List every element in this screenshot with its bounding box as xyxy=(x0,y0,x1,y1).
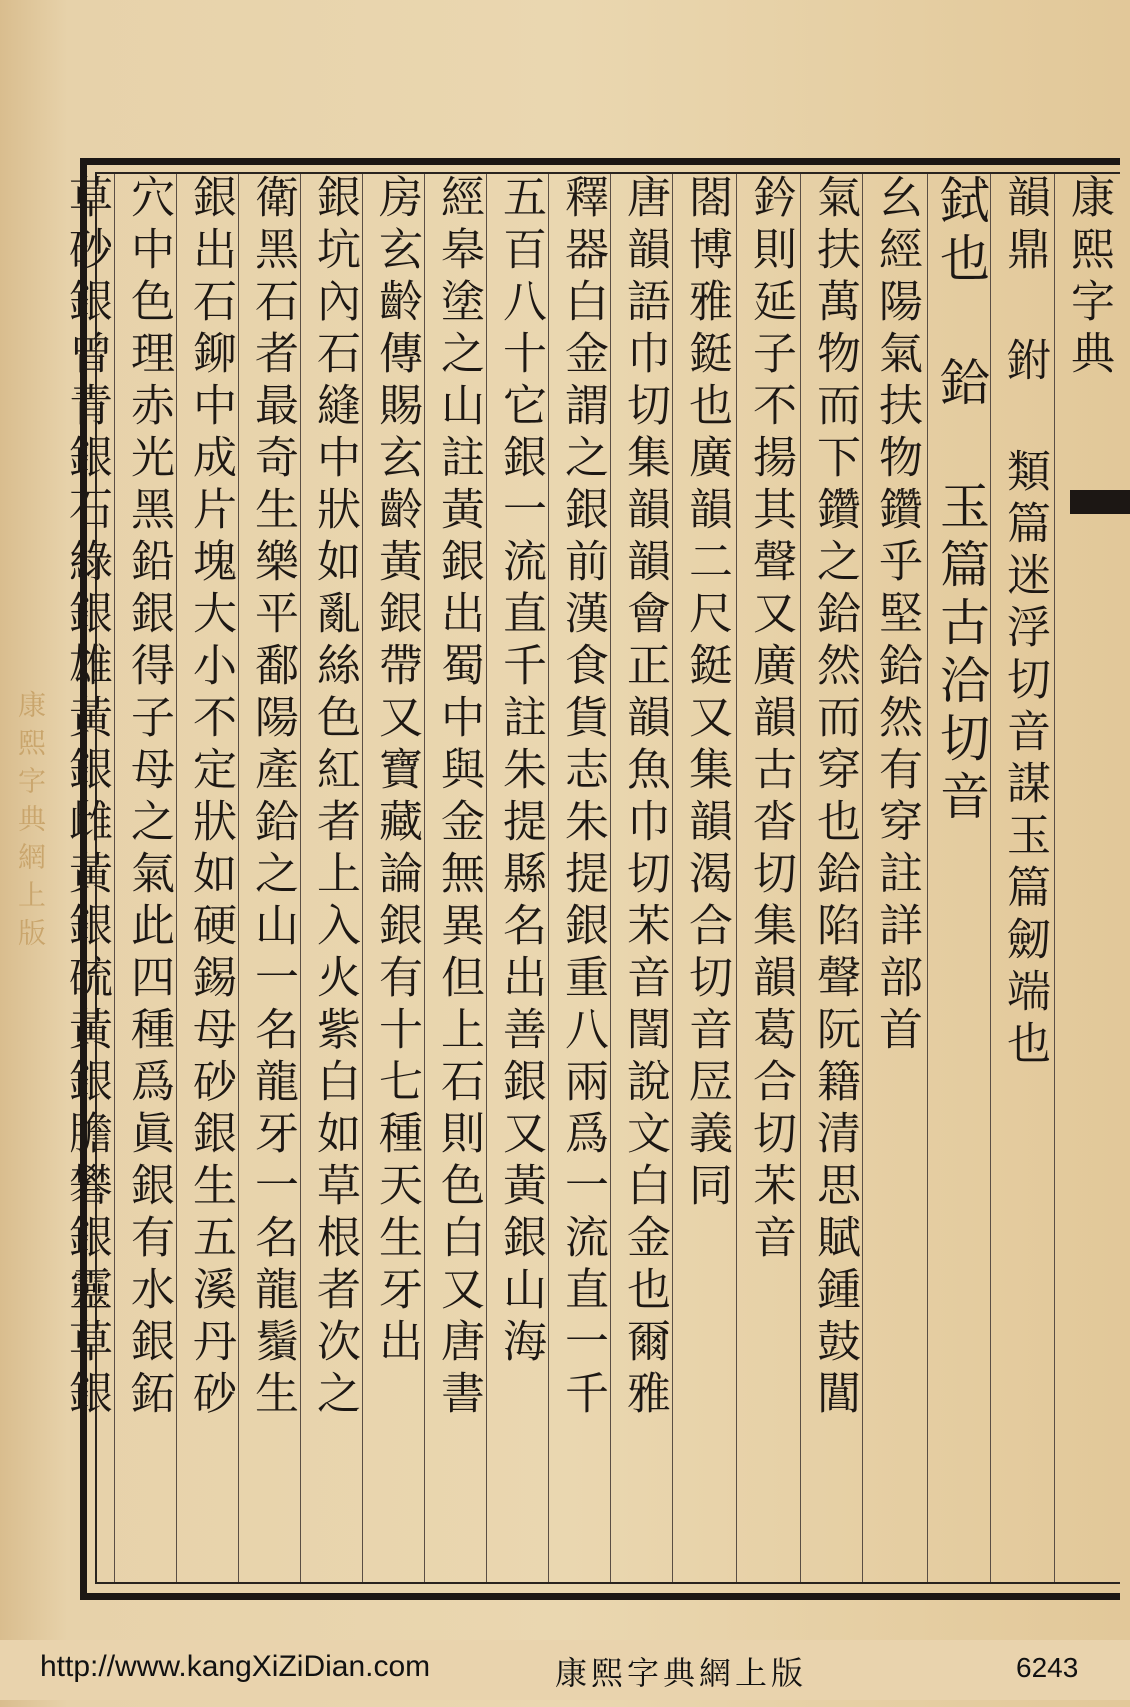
column-rule xyxy=(990,174,991,1582)
column-10: 五百八十它銀一流直千註朱提縣名出善銀又黃銀山海 xyxy=(495,174,546,1370)
column-13: 銀坑內石縫中狀如亂絲色紅者上入火紫白如草根者次之 xyxy=(309,174,360,1422)
column-rule xyxy=(862,174,863,1582)
footer-url-link[interactable]: http://www.kangXiZiDian.com xyxy=(40,1650,431,1683)
column-9: 釋器白金謂之銀前漢食貨志朱提銀重八兩爲一流直一千 xyxy=(557,174,608,1422)
column-rule xyxy=(424,174,425,1582)
side-watermark: 康熙字典網上版 xyxy=(14,690,47,956)
column-rule xyxy=(300,174,301,1582)
column-rule xyxy=(672,174,673,1582)
column-rule xyxy=(362,174,363,1582)
column-rule xyxy=(114,174,115,1582)
column-11: 經皋塗之山註黃銀出蜀中與金無異但上石則色白又唐書 xyxy=(433,174,484,1422)
column-rule xyxy=(1054,174,1055,1582)
column-rule xyxy=(927,174,928,1582)
column-16: 穴中色理赤光黑鉛銀得子母之氣此四種爲眞銀有水銀鉐 xyxy=(123,174,174,1422)
column-4: 幺經陽氣扶物鑽乎堅鉿然有穿註詳部首 xyxy=(871,174,922,1058)
column-17: 草砂銀曾青銀石綠銀雄黃銀雌黃銀硫黃銀膽礬銀靈草銀 xyxy=(61,174,112,1422)
column-rule xyxy=(548,174,549,1582)
column-1: 康熙字典 xyxy=(1063,174,1114,382)
column-rule xyxy=(610,174,611,1582)
column-6: 鈐則延子不揚其聲又廣韻古沓切集韻葛合切㭉音 xyxy=(745,174,796,1266)
column-7: 閤博雅鋌也廣韻二尺鋌又集韻渴合切音㞐義同 xyxy=(681,174,732,1214)
column-3: 鉽也 鉿 玉篇古洽切音 xyxy=(932,174,990,828)
column-8: 唐韻語巾切集韻韻會正韻魚巾切㭉音誾說文白金也爾雅 xyxy=(619,174,670,1422)
column-14: 衛黑石者最奇生樂平鄱陽產鉿之山一名龍牙一名龍鬚生 xyxy=(247,174,298,1422)
column-12: 房玄齡傳賜玄齡黃銀帶又寶藏論銀有十七種天生牙出 xyxy=(371,174,422,1370)
column-rule xyxy=(486,174,487,1582)
column-rule xyxy=(800,174,801,1582)
column-rule xyxy=(238,174,239,1582)
page-number: 6243 xyxy=(1016,1652,1079,1683)
column-rule xyxy=(736,174,737,1582)
column-rule xyxy=(176,174,177,1582)
column-5: 氣扶萬物而下鑽之鉿然而穿也鉿陷聲阮籍清思賦鍾鼓閶 xyxy=(809,174,860,1422)
footer-title: 康熙字典網上版 xyxy=(555,1654,808,1692)
column-15: 銀出石鉚中成片塊大小不定狀如硬錫母砂銀生五溪丹砂 xyxy=(185,174,236,1422)
column-2: 韻鼎 鉜 類篇迷浮切音謀玉篇劒端也 xyxy=(999,174,1050,1072)
